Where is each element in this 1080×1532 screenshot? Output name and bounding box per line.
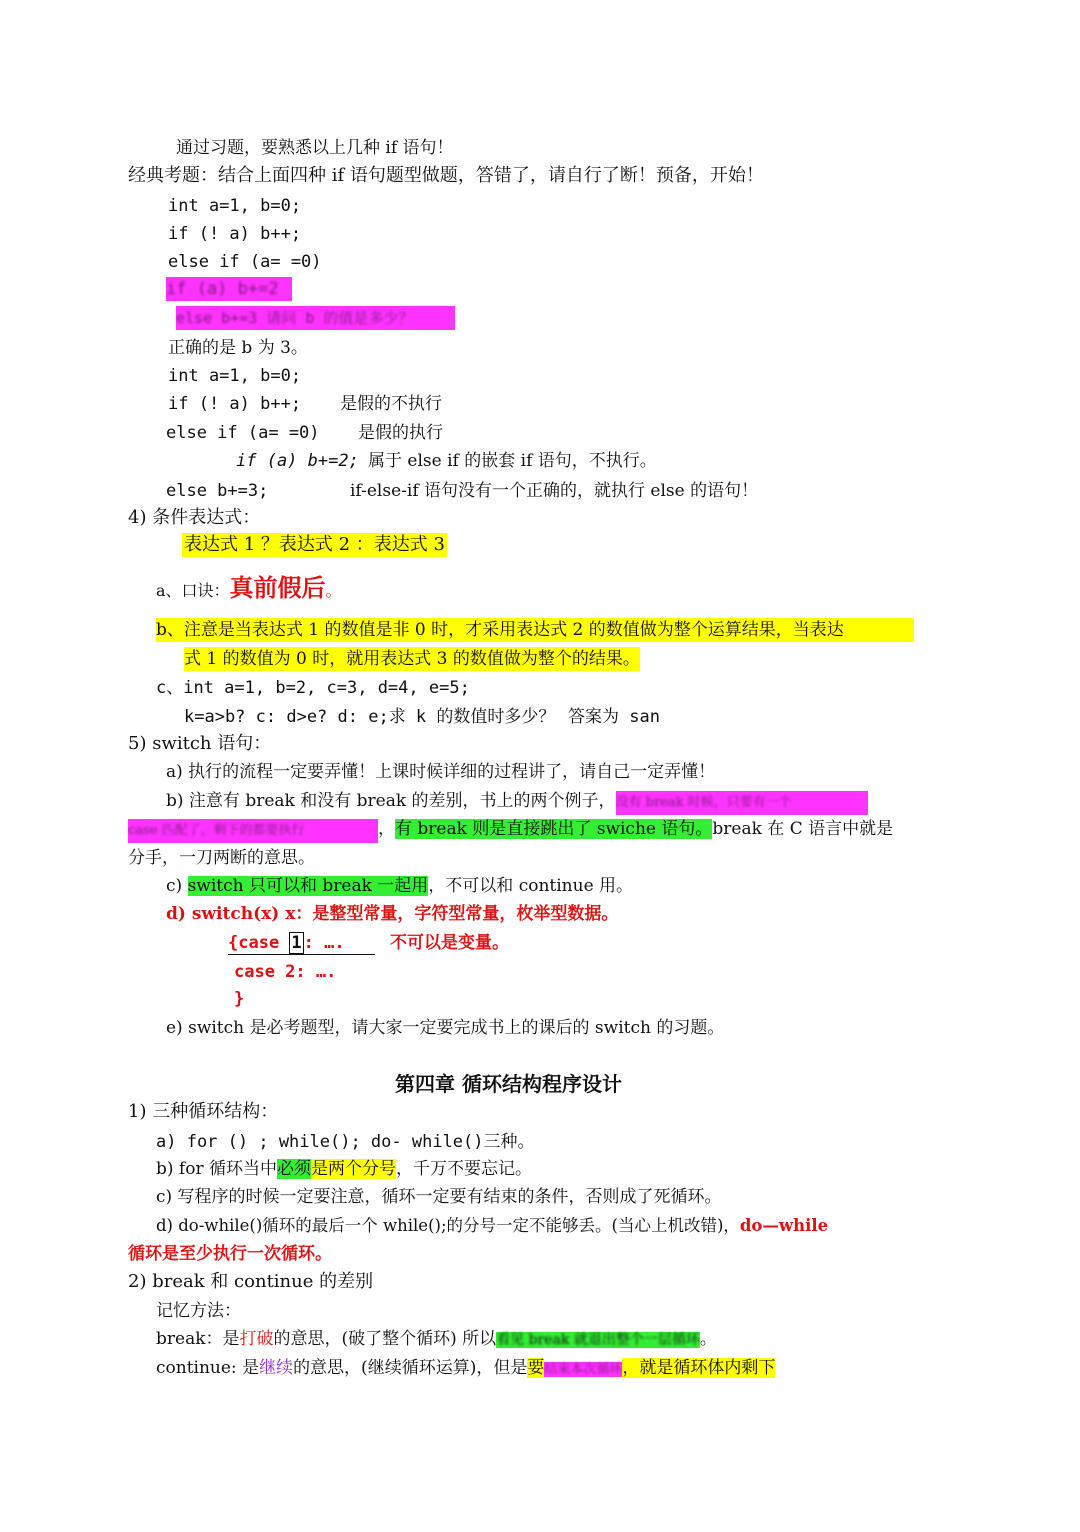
- continue-hl-tail: ，就是循环体内剩下: [622, 1358, 776, 1378]
- switch-note-b-line3: 分手，一刀两断的意思。: [128, 848, 315, 868]
- note-c-line2: k=a>b? c: d>e? d: e;求 k 的数值时多少？: [184, 707, 556, 727]
- break-mid: 的意思，(破了整个循环) 所以: [273, 1329, 497, 1349]
- break-red: 打破: [239, 1329, 274, 1349]
- continue-mid: 的意思，(继续循环运算)，但是: [293, 1358, 528, 1378]
- continue-line: [156, 1356, 775, 1382]
- continue-pre: continue: 是: [156, 1358, 260, 1378]
- mnemonic-line: [156, 573, 342, 603]
- switch-note-a: a) 执行的流程一定要弄懂！上课时候详细的过程讲了，请自己一定弄懂！: [166, 762, 716, 782]
- code2-line-d: if (a) b+=2;: [236, 451, 359, 471]
- code1-line-a: int a=1, b=0;: [168, 196, 302, 216]
- switch-note-b-line2: [128, 817, 893, 843]
- switch-close-brace: }: [234, 989, 245, 1009]
- memory-method: 记忆方法：: [156, 1301, 241, 1321]
- section5-heading: 5) switch 语句：: [128, 733, 272, 754]
- loop-heading-2: 2) break 和 continue 的差别: [128, 1271, 374, 1292]
- switch-note-b2-highlight: [128, 819, 378, 843]
- code2-line-e-note: if-else-if 语句没有一个正确的，就执行 else 的语句！: [350, 481, 759, 501]
- switch-case1-underline: [228, 933, 375, 955]
- loop-note-d-text: d) do-while()循环的最后一个 while();的分号一定不能够丢。(当心上机改错)，: [156, 1216, 740, 1235]
- switch-note-c-highlight: switch 只可以和 break 一起用: [187, 876, 429, 896]
- switch-note-c: [166, 874, 633, 898]
- break-highlight: [496, 1332, 700, 1348]
- section4-heading: 4) 条件表达式：: [128, 507, 261, 528]
- code2-line-b-note: 是假的不执行: [340, 394, 442, 414]
- loop-note-d-line1: [156, 1214, 828, 1238]
- switch-case1-post: : ….: [303, 933, 345, 953]
- mnemonic-dot: 。: [325, 581, 342, 600]
- switch-note-b2-highlight-text: case 匹配了，剩下的都要执行: [128, 823, 305, 838]
- code1-line-e-highlight: [176, 306, 455, 330]
- note-b-line2: 式 1 的数值为 0 时，就用表达式 3 的数值做为整个的结果。: [184, 649, 640, 669]
- switch-note-b2-tail: break 在 C 语言中就是: [712, 819, 894, 839]
- switch-case1-box: 1: [291, 933, 302, 953]
- break-line: [156, 1327, 717, 1352]
- loop-heading-1: 1) 三种循环结构：: [128, 1101, 279, 1122]
- loop-note-b-yellow: 是两个分号: [310, 1159, 396, 1179]
- code2-line-c-note: 是假的执行: [358, 423, 443, 443]
- code1-line-d-highlight: [166, 277, 292, 301]
- switch-note-b-highlight: [616, 791, 868, 815]
- switch-case2: case 2: ….: [234, 962, 337, 982]
- note-c-line1: c、int a=1, b=2, c=3, d=4, e=5;: [156, 678, 470, 698]
- break-end: 。: [699, 1329, 717, 1349]
- mnemonic-label: a、口诀：: [156, 581, 230, 600]
- chapter-title: 第四章 循环结构程序设计: [395, 1072, 622, 1096]
- exam-intro-line: 经典考题：结合上面四种 if 语句题型做题，答错了，请自行了断！预备，开始！: [128, 165, 764, 186]
- note-c-answer: 答案为 san: [568, 707, 660, 727]
- code1-line-b: if (! a) b++;: [168, 224, 302, 244]
- mnemonic-text: 真前假后: [229, 573, 326, 602]
- break-pre: break：是: [156, 1329, 240, 1349]
- intro-line: 通过习题，要熟悉以上几种 if 语句！: [176, 138, 454, 158]
- switch-note-c-pre: c): [166, 876, 188, 896]
- switch-note-b-text: b) 注意有 break 和没有 break 的差别，书上的两个例子，: [166, 791, 616, 811]
- loop-note-b-tail: ，千万不要忘记。: [395, 1159, 532, 1179]
- code2-line-e: else b+=3;: [166, 481, 269, 501]
- break-highlight-text: 看见 break 就退出整个一层循环: [496, 1332, 700, 1348]
- loop-note-b-green: 必须: [276, 1159, 311, 1179]
- loop-note-a: a) for () ; while(); do- while()三种。: [156, 1132, 535, 1152]
- switch-case1-pre: {case: [228, 933, 290, 953]
- switch-note-d: d) switch(x) x：是整型常量，字符型常量，枚举型数据。: [166, 904, 619, 924]
- continue-hl-magenta-text: 结束本次循环: [544, 1362, 623, 1377]
- continue-purple: 继续: [259, 1358, 294, 1378]
- code1-line-d: if (a) b+=2: [166, 279, 279, 299]
- switch-note-b-line1: [166, 789, 868, 815]
- code2-line-d-note: 属于 else if 的嵌套 if 语句，不执行。: [368, 451, 657, 471]
- switch-note-b-highlight-text: 没有 break 时候，只要有一个: [615, 795, 792, 810]
- loop-note-b: [156, 1157, 532, 1181]
- code1-line-e: else b+=3 请问 b 的值是多少？: [176, 309, 414, 327]
- code2-line-a: int a=1, b=0;: [168, 366, 302, 386]
- switch-note-b2-sep: ，: [378, 819, 395, 839]
- loop-note-c: c) 写程序的时候一定要注意，循环一定要有结束的条件，否则成了死循环。: [156, 1187, 722, 1207]
- code2-line-b: if (! a) b++;: [168, 394, 302, 414]
- switch-note-c-tail: ，不可以和 continue 用。: [428, 876, 634, 896]
- note-b-line1: b、注意是当表达式 1 的数值是非 0 时，才采用表达式 2 的数值做为整个运算结果，当表达: [156, 618, 914, 642]
- answer-line: 正确的是 b 为 3。: [168, 338, 308, 358]
- switch-note-b2-green: 有 break 则是直接跳出了 swiche 语句。: [395, 819, 713, 839]
- continue-hl-yellow: 要: [527, 1358, 545, 1378]
- switch-case1-note: 不可以是变量。: [390, 933, 509, 953]
- switch-case1: [228, 931, 375, 955]
- conditional-expression: 表达式 1 ？表达式 2 ：表达式 3: [184, 534, 445, 555]
- loop-note-b-pre: b) for 循环当中: [156, 1159, 277, 1179]
- code1-line-c: else if (a= =0): [168, 252, 322, 272]
- loop-note-d-line2: 循环是至少执行一次循环。: [128, 1244, 332, 1264]
- loop-note-d-red: do—while: [739, 1216, 829, 1235]
- switch-note-e: e) switch 是必考题型，请大家一定要完成书上的课后的 switch 的习题。: [166, 1018, 725, 1038]
- continue-hl-magenta: [544, 1362, 622, 1377]
- code2-line-c: else if (a= =0): [166, 423, 320, 443]
